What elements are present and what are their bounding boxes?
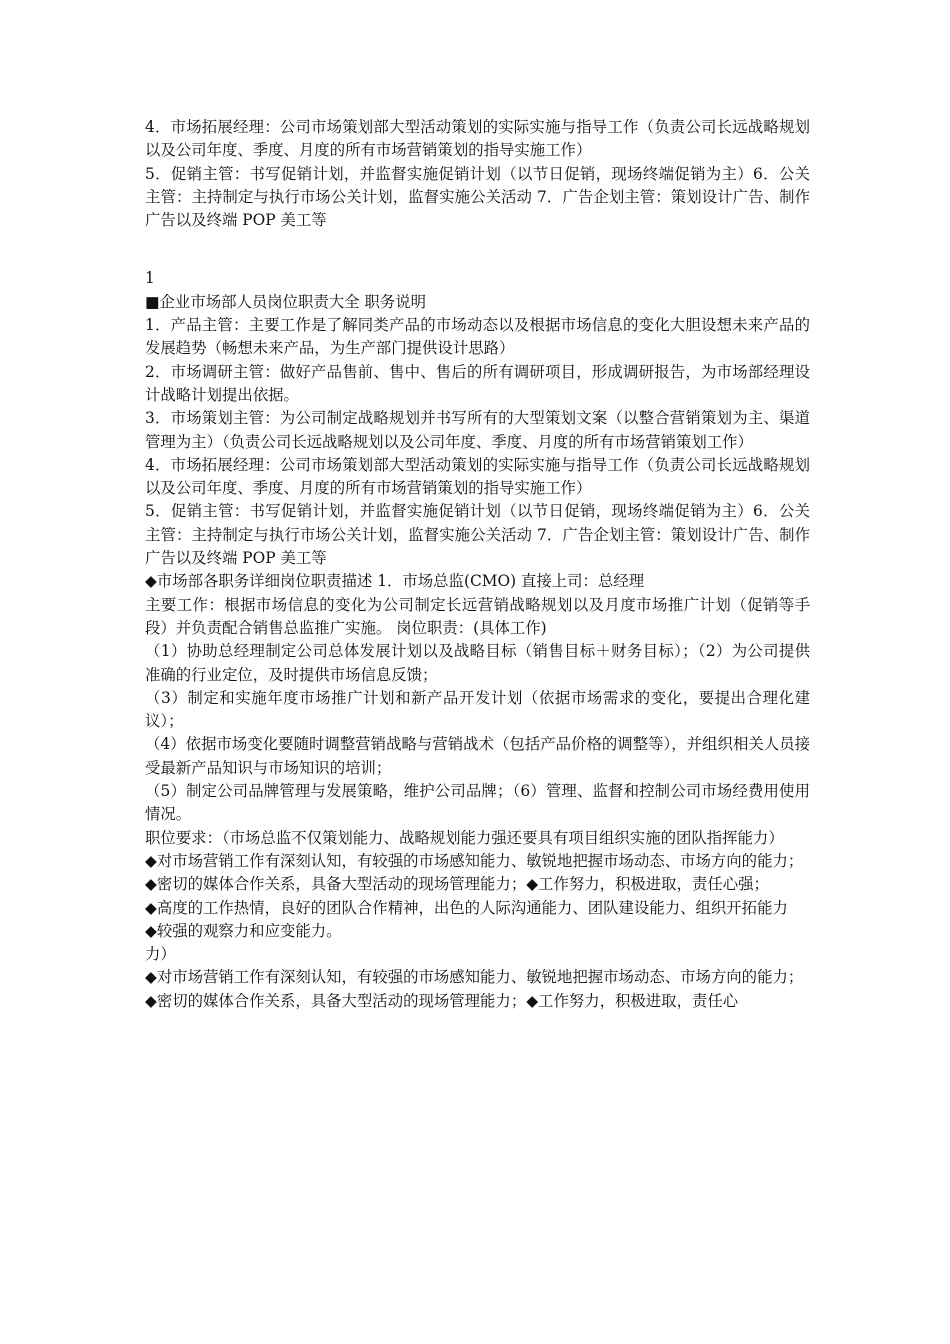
paragraph: （1）协助总经理制定公司总体发展计划以及战略目标（销售目标＋财务目标）；（2）为公司提供准确的行业定位，及时提供市场信息反馈； bbox=[145, 642, 810, 684]
paragraph: 1．产品主管：主要工作是了解同类产品的市场动态以及根据市场信息的变化大胆设想未来产品的发展趋势（畅想未来产品，为生产部门提供设计思路） bbox=[145, 316, 810, 358]
paragraph: ◆密切的媒体合作关系，具备大型活动的现场管理能力；◆工作努力，积极进取，责任心强； bbox=[145, 875, 769, 894]
paragraph: 4．市场拓展经理：公司市场策划部大型活动策划的实际实施与指导工作（负责公司长远战略规划以及公司年度、季度、月度的所有市场营销策划的指导实施工作） bbox=[145, 118, 810, 160]
page-number: 1 bbox=[145, 269, 155, 288]
paragraph: ◆高度的工作热情，良好的团队合作精神，出色的人际沟通能力、团队建设能力、组织开拓能力 bbox=[145, 898, 788, 917]
section-title: ■企业市场部人员岗位职责大全 职务说明 bbox=[145, 292, 427, 311]
paragraph: ◆市场部各职务详细岗位职责描述 1．市场总监(CMO) 直接上司：总经理 bbox=[145, 572, 645, 591]
spacer bbox=[145, 232, 810, 267]
paragraph: 职位要求：（市场总监不仅策划能力、战略规划能力强还要具有项目组织实施的团队指挥能力） bbox=[145, 828, 784, 847]
paragraph: （3）制定和实施年度市场推广计划和新产品开发计划（依据市场需求的变化，要提出合理化建议）； bbox=[145, 688, 810, 731]
paragraph: 3．市场策划主管：为公司制定战略规划并书写所有的大型策划文案（以整合营销策划为主、渠道管理为主）（负责公司长远战略规划以及公司年度、季度、月度的所有市场营销策划工作） bbox=[145, 409, 810, 451]
paragraph: 4．市场拓展经理：公司市场策划部大型活动策划的实际实施与指导工作（负责公司长远战略规划以及公司年度、季度、月度的所有市场营销策划的指导实施工作） bbox=[145, 455, 810, 498]
paragraph: 主要工作：根据市场信息的变化为公司制定长远营销战略规划以及月度市场推广计划（促销等手段）并负责配合销售总监推广实施。 岗位职责：(具体工作) bbox=[145, 595, 810, 637]
document-content bbox=[145, 116, 810, 1013]
paragraph: ◆对市场营销工作有深刻认知，有较强的市场感知能力、敏锐地把握市场动态、市场方向的能力； bbox=[145, 968, 804, 987]
paragraph: ◆较强的观察力和应变能力。 bbox=[145, 921, 342, 940]
paragraph: 5．促销主管：书写促销计划，并监督实施促销计划（以节日促销，现场终端促销为主）6．公关主管：主持制定与执行市场公关计划，监督实施公关活动 7．广告企划主管：策划设计广告、制作广告以及终端 POP 美工等 bbox=[145, 502, 810, 568]
paragraph: （5）制定公司品牌管理与发展策略，维护公司品牌；（6）管理、监督和控制公司市场经费用使用情况。 bbox=[145, 782, 810, 824]
paragraph: （4）依据市场变化要随时调整营销战略与营销战术（包括产品价格的调整等），并组织相关人员接受最新产品知识与市场知识的培训； bbox=[145, 735, 810, 777]
paragraph: ◆密切的媒体合作关系，具备大型活动的现场管理能力；◆工作努力，积极进取，责任心 bbox=[145, 991, 739, 1010]
paragraph: ◆对市场营销工作有深刻认知，有较强的市场感知能力、敏锐地把握市场动态、市场方向的能力； bbox=[145, 851, 804, 870]
paragraph: 5．促销主管：书写促销计划，并监督实施促销计划（以节日促销，现场终端促销为主）6．公关主管：主持制定与执行市场公关计划，监督实施公关活动 7．广告企划主管：策划设计广告、制作广告以及终端 POP 美工等 bbox=[145, 164, 810, 230]
paragraph: 力） bbox=[145, 945, 176, 964]
paragraph: 2．市场调研主管：做好产品售前、售中、售后的所有调研项目，形成调研报告，为市场部经理设计战略计划提出依据。 bbox=[145, 362, 810, 404]
